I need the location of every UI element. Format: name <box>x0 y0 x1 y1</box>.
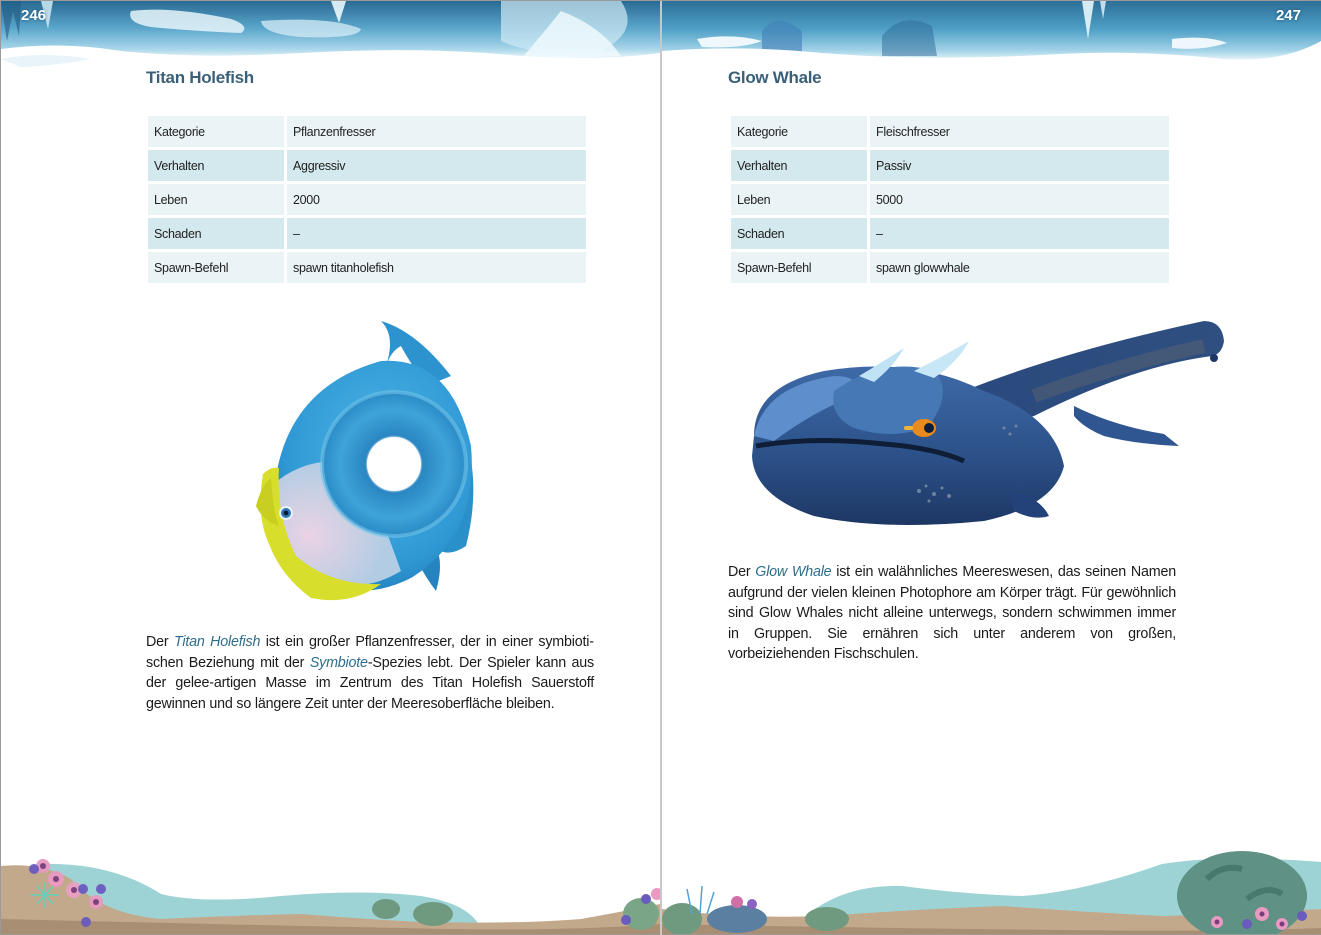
description-text: ist ein großer Pflanzenfresser, der in einer symbiotischen Beziehung mit der <box>146 634 595 671</box>
stats-row-health <box>731 184 1169 215</box>
stats-label: Leben <box>148 184 284 215</box>
creature-description <box>146 632 594 714</box>
page-number: 246 <box>21 7 47 24</box>
titan-holefish-image <box>251 316 491 608</box>
stats-value: spawn titanholefish <box>287 252 586 283</box>
stats-label: Kategorie <box>148 116 284 147</box>
stats-label: Schaden <box>731 218 867 249</box>
ice-cave-header-art <box>1 1 660 79</box>
stats-value: spawn glowwhale <box>870 252 1169 283</box>
creature-stats-table <box>728 113 1172 286</box>
stats-label: Spawn-Befehl <box>148 252 284 283</box>
page-right <box>662 1 1321 934</box>
stats-label: Schaden <box>148 218 284 249</box>
description-text: -Spezies lebt. Der Spieler kann aus der gelee-artigen Masse im Zentrum des Titan Holefish Sauerstoff gewinnen und so längere Zeit unter der Meeresoberfläche bleiben. <box>146 654 595 712</box>
glow-whale-image <box>734 316 1234 536</box>
stats-row-health <box>148 184 586 215</box>
stats-row-damage <box>731 218 1169 249</box>
stats-label: Spawn-Befehl <box>731 252 867 283</box>
stats-value: – <box>287 218 586 249</box>
symbiote-name-highlight: Symbiote <box>309 654 368 671</box>
seabed-footer-art <box>662 824 1321 934</box>
creature-title: Glow Whale <box>728 68 822 87</box>
description-text: ist ein walähnliches Meereswesen, das seinen Namen aufgrund der vielen kleinen Photophore am Körper trägt. Für gewöhnlich sind Glow Whales nicht alleine unterwegs, sondern schwimmen immer in Gruppen. Sie ernähren sich unter anderem von großen, vorbeiziehenden Fischschulen. <box>728 564 1176 662</box>
stats-label: Kategorie <box>731 116 867 147</box>
creature-stats-table <box>145 113 589 286</box>
stats-row-category <box>731 116 1169 147</box>
description-text: Der <box>146 634 174 650</box>
stats-value: Fleischfresser <box>870 116 1169 147</box>
ice-cave-illustration <box>1 1 660 79</box>
creature-name-highlight: Titan Holefish <box>173 634 261 650</box>
stats-row-damage <box>148 218 586 249</box>
seabed-footer-art <box>1 824 660 934</box>
page-left <box>1 1 660 934</box>
stats-row-spawn-command <box>731 252 1169 283</box>
stats-label: Verhalten <box>148 150 284 181</box>
stats-row-behavior <box>148 150 586 181</box>
stats-row-behavior <box>731 150 1169 181</box>
stats-label: Verhalten <box>731 150 867 181</box>
stats-value: 2000 <box>287 184 586 215</box>
creature-description <box>728 562 1176 665</box>
stats-value: – <box>870 218 1169 249</box>
stats-label: Leben <box>731 184 867 215</box>
creature-title: Titan Holefish <box>146 68 254 87</box>
creature-name-highlight: Glow Whale <box>755 564 832 580</box>
page-number: 247 <box>1275 7 1301 24</box>
stats-value: Passiv <box>870 150 1169 181</box>
seaweed <box>662 886 849 934</box>
glow-whale-illustration <box>734 316 1234 536</box>
stats-row-spawn-command <box>148 252 586 283</box>
seabed-illustration <box>1 824 660 934</box>
stats-value: Aggressiv <box>287 150 586 181</box>
description-text: Der <box>728 564 756 580</box>
stats-value: 5000 <box>870 184 1169 215</box>
seabed-illustration <box>662 824 1321 934</box>
titan-holefish-illustration <box>251 316 491 608</box>
stats-value: Pflanzenfresser <box>287 116 586 147</box>
stats-row-category <box>148 116 586 147</box>
